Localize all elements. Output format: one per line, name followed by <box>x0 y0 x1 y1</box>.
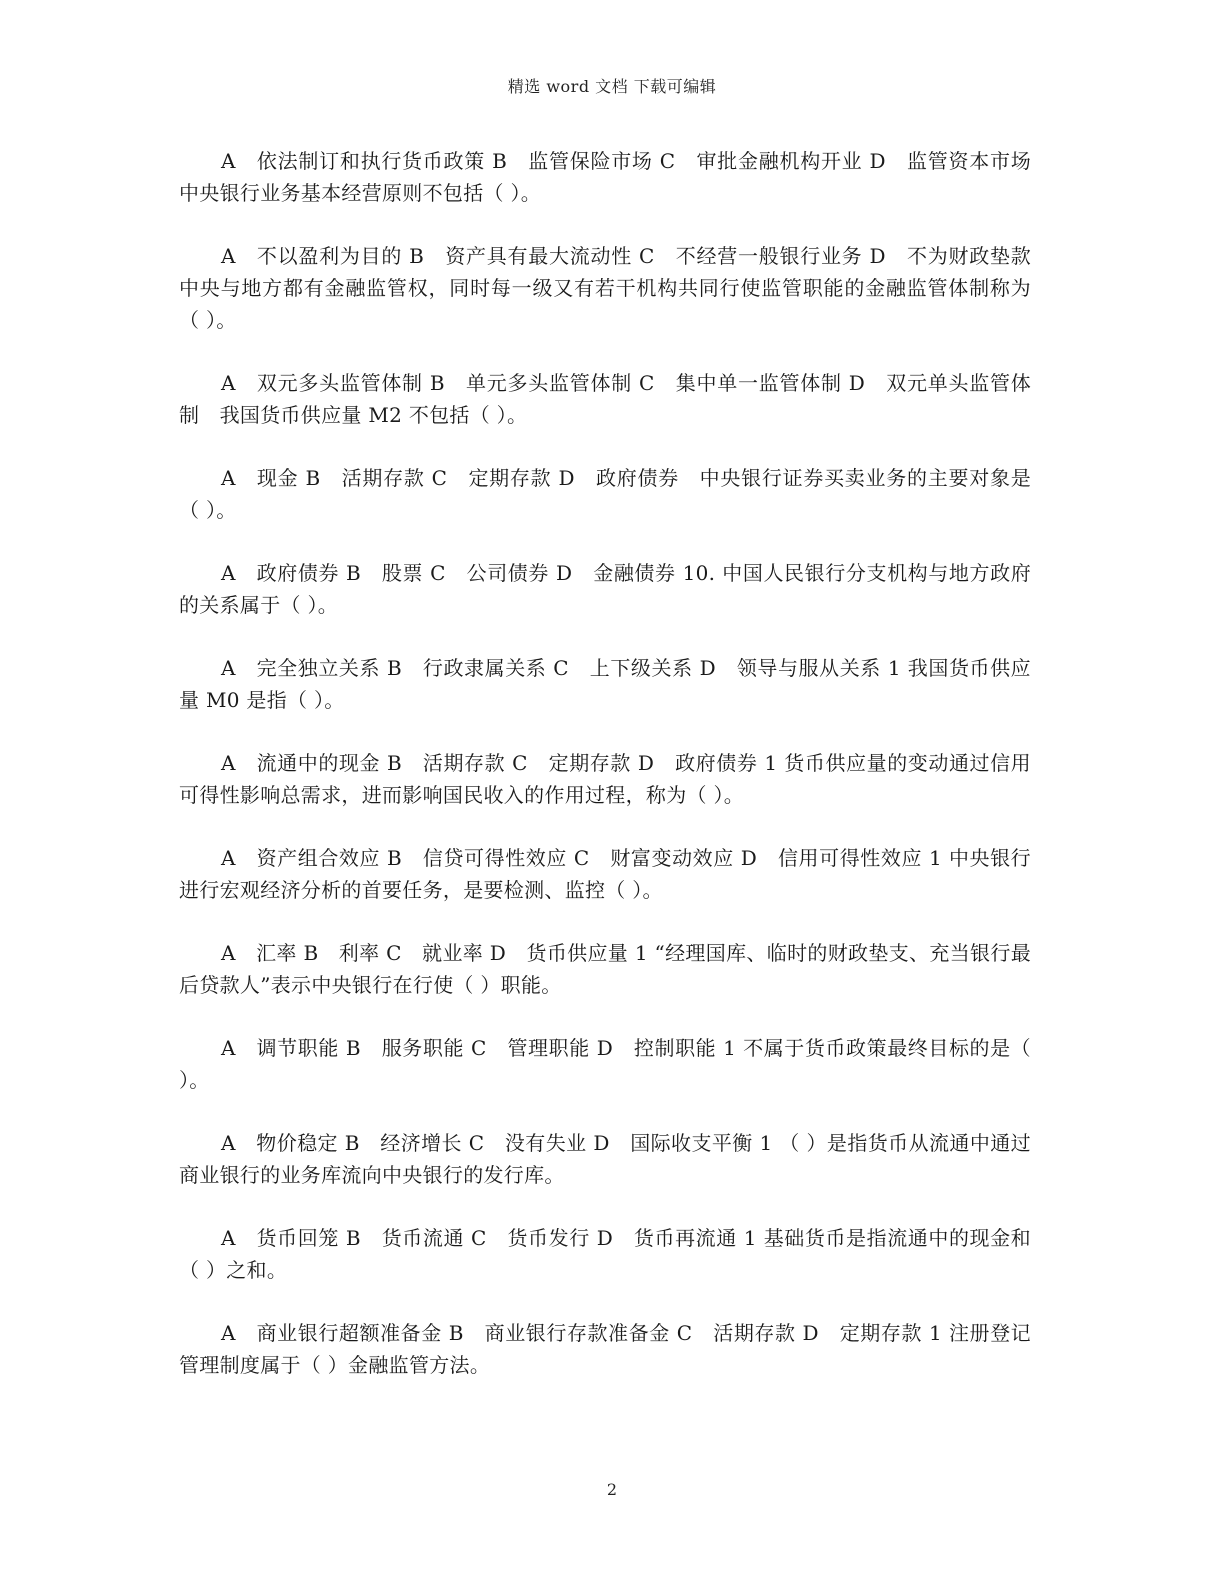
paragraph: A 政府债券 B 股票 C 公司债券 D 金融债券 10. 中国人民银行分支机构与地方政府的关系属于（ ）。 <box>179 561 1031 617</box>
page-header: 精选 word 文档 下载可编辑 <box>507 77 717 96</box>
paragraph: A 资产组合效应 B 信贷可得性效应 C 财富变动效应 D 信用可得性效应 1 中央银行进行宏观经济分析的首要任务，是要检测、监控（ ）。 <box>179 846 1031 902</box>
paragraph: A 现金 B 活期存款 C 定期存款 D 政府债券 中央银行证券买卖业务的主要对象是（ ）。 <box>179 466 1031 522</box>
document-body <box>179 145 1052 1412</box>
paragraph: A 依法制订和执行货币政策 B 监管保险市场 C 审批金融机构开业 D 监管资本市场 中央银行业务基本经营原则不包括（ ）。 <box>179 149 1052 205</box>
paragraph: A 物价稳定 B 经济增长 C 没有失业 D 国际收支平衡 1 （ ）是指货币从流通中通过商业银行的业务库流向中央银行的发行库。 <box>179 1131 1031 1187</box>
paragraph: A 流通中的现金 B 活期存款 C 定期存款 D 政府债券 1 货币供应量的变动通过信用可得性影响总需求，进而影响国民收入的作用过程，称为（ ）。 <box>179 751 1031 807</box>
paragraph: A 不以盈利为目的 B 资产具有最大流动性 C 不经营一般银行业务 D 不为财政垫款 中央与地方都有金融监管权，同时每一级又有若干机构共同行使监管职能的金融监管体制称为（ ）。 <box>179 244 1052 332</box>
paragraph: A 货币回笼 B 货币流通 C 货币发行 D 货币再流通 1 基础货币是指流通中的现金和（ ）之和。 <box>179 1226 1031 1282</box>
paragraph: A 商业银行超额准备金 B 商业银行存款准备金 C 活期存款 D 定期存款 1 注册登记管理制度属于（ ）金融监管方法。 <box>179 1321 1031 1377</box>
paragraph: A 调节职能 B 服务职能 C 管理职能 D 控制职能 1 不属于货币政策最终目标的是（ ）。 <box>179 1036 1031 1092</box>
paragraph: A 双元多头监管体制 B 单元多头监管体制 C 集中单一监管体制 D 双元单头监管体制 我国货币供应量 M2 不包括（ ）。 <box>179 371 1031 427</box>
page-number: 2 <box>606 1480 618 1499</box>
paragraph: A 完全独立关系 B 行政隶属关系 C 上下级关系 D 领导与服从关系 1 我国货币供应量 M0 是指（ ）。 <box>179 656 1031 712</box>
paragraph: A 汇率 B 利率 C 就业率 D 货币供应量 1 “经理国库、临时的财政垫支、充当银行最后贷款人”表示中央银行在行使（ ）职能。 <box>179 941 1031 997</box>
